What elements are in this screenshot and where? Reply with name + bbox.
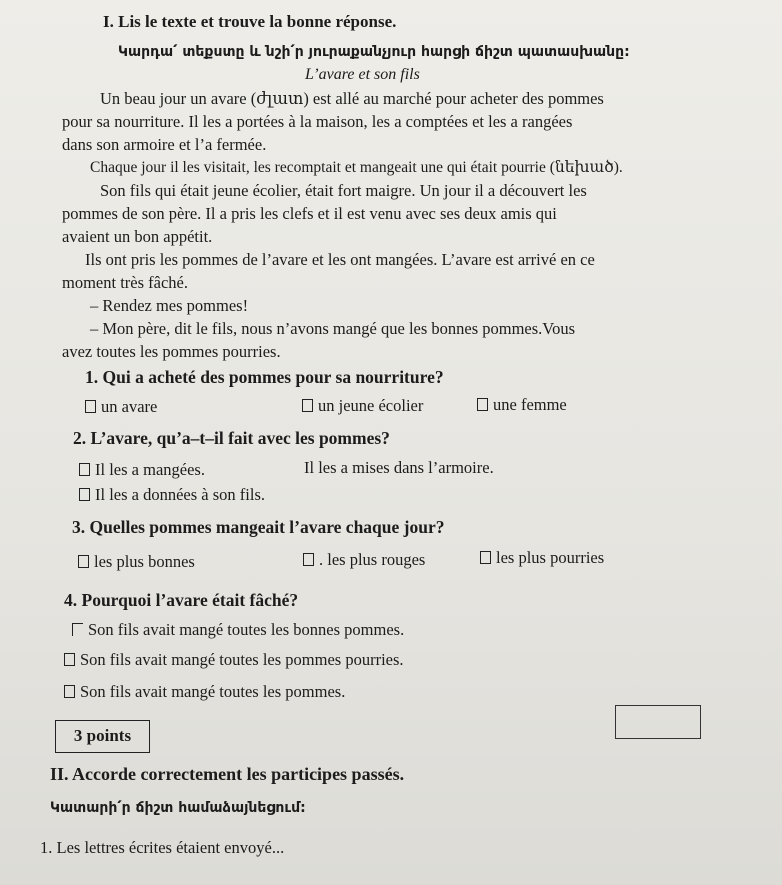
- checkbox[interactable]: [480, 551, 491, 564]
- checkbox[interactable]: [72, 623, 83, 636]
- story-line: dans son armoire et l’a fermée.: [62, 135, 267, 154]
- story-title: L’avare et son fils: [305, 66, 420, 83]
- option-label: . les plus rouges: [319, 550, 426, 569]
- checkbox[interactable]: [302, 399, 313, 412]
- story-line: pommes de son père. Il a pris les clefs et il est venu avec ses deux amis qui: [62, 204, 557, 223]
- checkbox[interactable]: [78, 555, 89, 568]
- story-line: – Rendez mes pommes!: [90, 296, 249, 315]
- q3-option-2[interactable]: [303, 550, 425, 570]
- q1-option-2[interactable]: [302, 396, 423, 416]
- section-1-subtitle-armenian: Կարդա՛ տեքստը և նշի՛ր յուրաքանչյուր հարցի ճիշտ պատասխանը:: [118, 44, 630, 60]
- question-4: 4. Pourquoi l’avare était fâché?: [64, 590, 299, 610]
- section-1-title: I. Lis le texte et trouve la bonne réponse.: [103, 12, 397, 31]
- story-line: Un beau jour un avare (ժլատ) est allé au marché pour acheter des pommes: [100, 89, 604, 108]
- question-1: 1. Qui a acheté des pommes pour sa nourriture?: [85, 367, 444, 387]
- checkbox[interactable]: [477, 398, 488, 411]
- checkbox[interactable]: [79, 488, 90, 501]
- score-box[interactable]: [615, 705, 701, 739]
- story-line: avaient un bon appétit.: [62, 227, 213, 246]
- exercise-item-1: 1. Les lettres écrites étaient envoyé...: [40, 838, 285, 857]
- option-label: Son fils avait mangé toutes les bonnes pommes.: [88, 620, 405, 639]
- question-2: 2. L’avare, qu’a–t–il fait avec les pommes?: [73, 428, 390, 448]
- checkbox[interactable]: [79, 463, 90, 476]
- q3-option-1[interactable]: [78, 552, 195, 572]
- q2-option-1[interactable]: [79, 460, 205, 480]
- option-label: les plus bonnes: [94, 552, 195, 571]
- option-label: les plus pourries: [496, 548, 605, 567]
- option-label: Son fils avait mangé toutes les pommes.: [80, 682, 346, 701]
- checkbox[interactable]: [64, 685, 75, 698]
- story-line: moment très fâché.: [62, 273, 188, 292]
- story-line: Chaque jour il les visitait, les recomptait et mangeait une qui était pourrie (նեխած).: [90, 159, 623, 176]
- q2-option-2[interactable]: [293, 458, 494, 478]
- option-label: Il les a mangées.: [95, 460, 205, 479]
- option-label: un jeune écolier: [318, 396, 424, 415]
- story-line: avez toutes les pommes pourries.: [62, 342, 281, 361]
- q1-option-3[interactable]: [477, 395, 567, 415]
- checkbox[interactable]: [293, 461, 299, 474]
- section-2-title: II. Accorde correctement les participes passés.: [50, 764, 405, 784]
- points-box: 3 points: [55, 720, 150, 753]
- checkbox[interactable]: [303, 553, 314, 566]
- option-label: Il les a données à son fils.: [95, 485, 266, 504]
- story-line: Ils ont pris les pommes de l’avare et les ont mangées. L’avare est arrivé en ce: [85, 250, 595, 269]
- checkbox[interactable]: [85, 400, 96, 413]
- option-label: un avare: [101, 397, 158, 416]
- option-label: une femme: [493, 395, 567, 414]
- q2-option-3[interactable]: [79, 485, 265, 505]
- checkbox[interactable]: [64, 653, 75, 666]
- q3-option-3[interactable]: [480, 548, 604, 568]
- story-line: Son fils qui était jeune écolier, était fort maigre. Un jour il a découvert les: [100, 181, 587, 200]
- q1-option-1[interactable]: [85, 397, 157, 417]
- story-line: – Mon père, dit le fils, nous n’avons mangé que les bonnes pommes.Vous: [90, 319, 576, 338]
- question-3: 3. Quelles pommes mangeait l’avare chaque jour?: [72, 517, 445, 537]
- q4-option-1[interactable]: [72, 620, 404, 640]
- option-label: Il les a mises dans l’armoire.: [304, 458, 494, 477]
- q4-option-2[interactable]: [64, 650, 404, 670]
- q4-option-3[interactable]: [64, 682, 345, 702]
- option-label: Son fils avait mangé toutes les pommes pourries.: [80, 650, 404, 669]
- section-2-subtitle-armenian: Կատարի՛ր ճիշտ համաձայնեցում:: [50, 800, 306, 816]
- story-line: pour sa nourriture. Il les a portées à la maison, les a comptées et les a rangées: [62, 112, 573, 131]
